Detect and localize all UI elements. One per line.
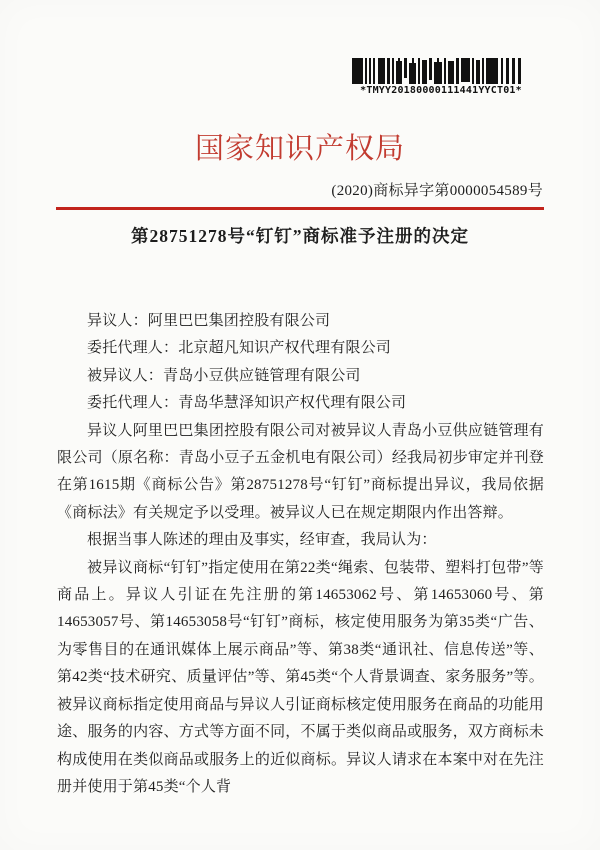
paragraph-case-background: 异议人阿里巴巴集团控股有限公司对被异议人青岛小豆供应链管理有限公司（原名称：青岛小豆子五金机电有限公司）经我局初步审定并刊登在第1615期《商标公告》第28751278号“钉钉”商标提出异议，我局依据《商标法》有关规定予以受理。被异议人已在规定期限内作出答辩。 — [57, 422, 544, 521]
decision-title: 第28751278号“钉钉”商标准予注册的决定 — [131, 226, 469, 246]
paragraph-review-lead-in: 根据当事人陈述的理由及事实，经审查，我局认为： — [87, 532, 437, 549]
agency-title: 国家知识产权局 — [194, 133, 405, 165]
document-body — [57, 308, 544, 801]
red-divider-rule — [56, 207, 544, 210]
party-line-opponent: 异议人：阿里巴巴集团控股有限公司 — [87, 313, 331, 329]
barcode-image — [352, 58, 530, 84]
document-number: (2020)商标异字第0000054589号 — [331, 183, 543, 199]
paragraph-findings: 被异议商标“钉钉”指定使用在第22类“绳索、包装带、塑料打包带”等商品上。异议人引证在先注册的第14653062号、第14653060号、第14653057号、第14653058号“钉钉”商标，核定使用服务为第35类“广告、为零售目的在通讯媒体上展示商品”等、第38类“通讯社、信息传送”等、第42类“技术研究、质量评估”等、第45类“个人背景调查、家务服务”等。被异议商标指定使用商品与异议人引证商标核定使用服务在商品的功能用途、服务的内容、方式等方面不同，不属于类似商品或服务，双方商标未构成使用在类似商品或服务上的近似商标。异议人请求在本案中对在先注册并使用于第45类“个人背 — [57, 559, 544, 795]
party-line-respondent: 被异议人：青岛小豆供应链管理有限公司 — [87, 367, 361, 384]
barcode-text: *TMYY20180000111441YYCT01* — [360, 85, 522, 96]
barcode-block — [352, 58, 530, 96]
party-line-respondent-agent: 委托代理人：青岛华慧泽知识产权代理有限公司 — [87, 395, 407, 412]
party-line-opponent-agent: 委托代理人：北京超凡知识产权代理有限公司 — [87, 340, 392, 357]
